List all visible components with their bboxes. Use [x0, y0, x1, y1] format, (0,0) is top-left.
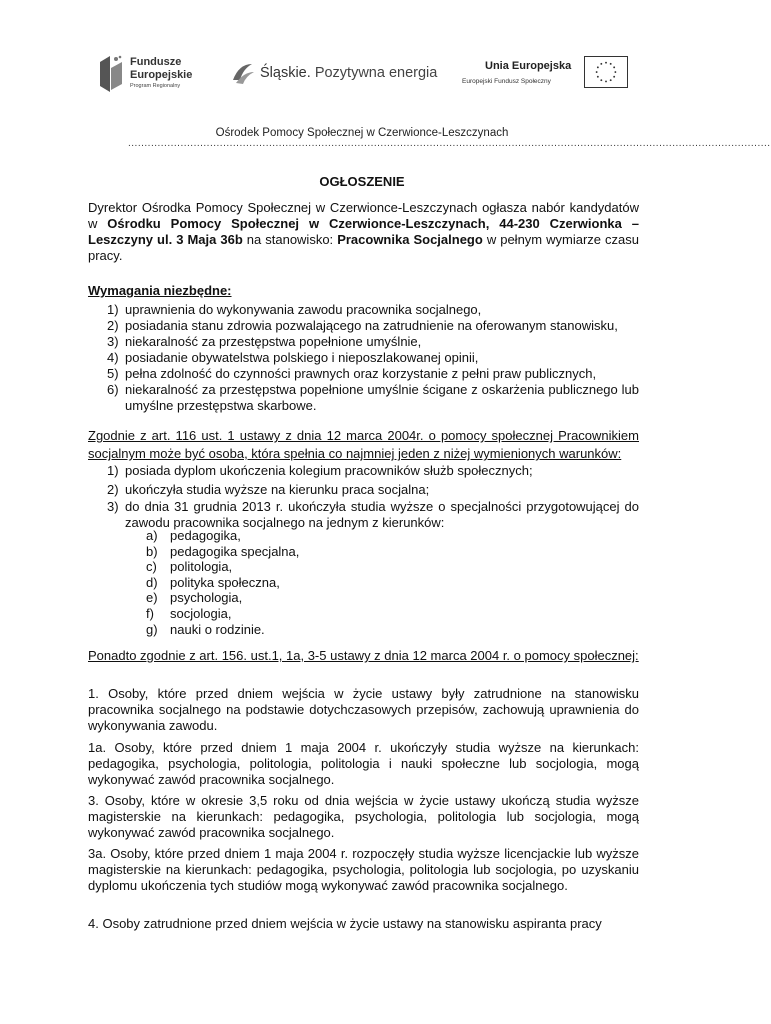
paragraph-1a: 1a. Osoby, które przed dniem 1 maja 2004 r. ukończyły studia wyższe na kierunkach: pedagogika, psychologia, politologia, politologia i nauki społeczne lub socjologia, mogą wykonywać zawód pracownika socjalnego. [88, 740, 639, 787]
list-item: 4) posiadanie obywatelstwa polskiego i nieposzlakowanej opinii, [107, 350, 479, 365]
intro-part3: na stanowisko: [242, 232, 338, 247]
art116-heading: Zgodnie z art. 116 ust. 1 ustawy z dnia 12 marca 2004r. o pomocy społecznej Pracownikiem socjalnym może być osoba, która spełnia co najmniej jeden z niżej wymienionych warunków: [88, 428, 639, 461]
slaskie-logo [230, 60, 438, 88]
slaskie-text [260, 65, 437, 81]
list-item: g) nauki o rodzinie. [146, 621, 265, 637]
requirements-list [107, 302, 639, 414]
requirements-heading: Wymagania niezbędne: [88, 283, 232, 298]
list-item: a) pedagogika, [146, 528, 241, 543]
list-item: f) socjologia, [146, 605, 232, 621]
list-item: 2) ukończyła studia wyższe na kierunku praca socjalna; [107, 482, 430, 497]
list-item: 2) posiadania stanu zdrowia pozwalającego na zatrudnienie na oferowanym stanowisku, [107, 318, 618, 333]
slaskie-name: Śląskie. [260, 65, 311, 81]
list-item: 3) niekaralność za przestępstwa popełnione umyślnie, [107, 334, 422, 349]
list-item: d) polityka społeczna, [146, 574, 280, 590]
paragraph-1: 1. Osoby, które przed dniem wejścia w życie ustawy były zatrudnione na stanowisku pracownika socjalnego na podstawie dotychczasowych przepisów, zachowują uprawnienia do wykonywania zawodu. [88, 686, 639, 733]
list-item: 1) posiada dyplom ukończenia kolegium pracowników służb społecznych; [107, 463, 533, 478]
intro-part1: Dyrektor Ośrodka Pomocy Społecznej w Czerwionce-Leszczynach ogłasza nabór kandydatów w [88, 200, 639, 231]
eu-flag-icon [584, 56, 628, 88]
conditions-list [107, 463, 639, 531]
fe-line2: Europejskie [130, 69, 193, 81]
fields-list [146, 528, 626, 637]
organization-title: Ośrodek Pomocy Społecznej w Czerwionce-Leszczynach [215, 127, 509, 139]
list-item: 1) uprawnienia do wykonywania zawodu pracownika socjalnego, [107, 302, 482, 317]
fe-line1: Fundusze [130, 56, 182, 68]
list-item: e) psychologia, [146, 590, 243, 606]
paragraph-3a: 3a. Osoby, które przed dniem 1 maja 2004 r. rozpoczęły studia wyższe licencjackie lub wyższe magisterskie na kierunkach: pedagogika, psychologia, politologia lub socjologia, po uzyskaniu dyplomu ukończenia tych studiów mogą wykonywać zawód pracownika socjalnego. [88, 846, 639, 893]
paragraph-3: 3. Osoby, które w okresie 3,5 roku od dnia wejścia w życie ustawy ukończą studia wyższe magisterskie na kierunkach: pedagogika, psychologia, politologia lub socjologia, mogą wykonywać zawód pracownika socjalnego. [88, 793, 639, 840]
list-item: b) pedagogika specjalna, [146, 543, 300, 559]
paragraph-4: 4. Osoby zatrudnione przed dniem wejścia w życie ustawy na stanowisku aspiranta pracy [88, 916, 602, 931]
slaskie-swirl-icon [230, 60, 256, 86]
fundusze-europejskie-logo [98, 52, 218, 98]
list-item: 6) niekaralność za przestępstwa popełnione umyślnie ścigane z oskarżenia publicznego lub umyślne przestępstwa skarbowe. [107, 382, 639, 413]
list-item: c) politologia, [146, 559, 233, 575]
intro-position: Pracownika Socjalnego [337, 232, 483, 247]
intro-address: Ośrodku Pomocy Społecznej w Czerwionce-Leszczynach, 44-230 Czerwionka – Leszczyny ul. 3 Maja 36b [88, 216, 639, 247]
art156-heading: Ponadto zgodnie z art. 156. ust.1, 1a, 3-5 ustawy z dnia 12 marca 2004 r. o pomocy społecznej: [88, 648, 639, 663]
fundusze-europejskie-icon [98, 54, 124, 94]
ue-line1: Unia Europejska [485, 60, 572, 72]
list-item: 3) do dnia 31 grudnia 2013 r. ukończyła studia wyższe o specjalności przygotowującej do zawodu pracownika socjalnego na jednym z kierunków: [107, 499, 639, 530]
list-item: 5) pełna zdolność do czynności prawnych oraz korzystanie z pełni praw publicznych, [107, 366, 597, 381]
slaskie-slogan: Pozytywna energia [314, 65, 438, 81]
logo-bar [90, 46, 635, 104]
dotted-separator: .................................................................................................................................................................................................... [128, 138, 771, 149]
ue-line2: Europejski Fundusz Społeczny [462, 78, 551, 85]
intro-paragraph [88, 200, 639, 264]
document-title: OGŁOSZENIE [319, 174, 405, 189]
unia-europejska-logo [460, 54, 632, 98]
intro-part5: w pełnym wymiarze czasu pracy. [88, 232, 639, 263]
fe-line3: Program Regionalny [130, 83, 181, 89]
